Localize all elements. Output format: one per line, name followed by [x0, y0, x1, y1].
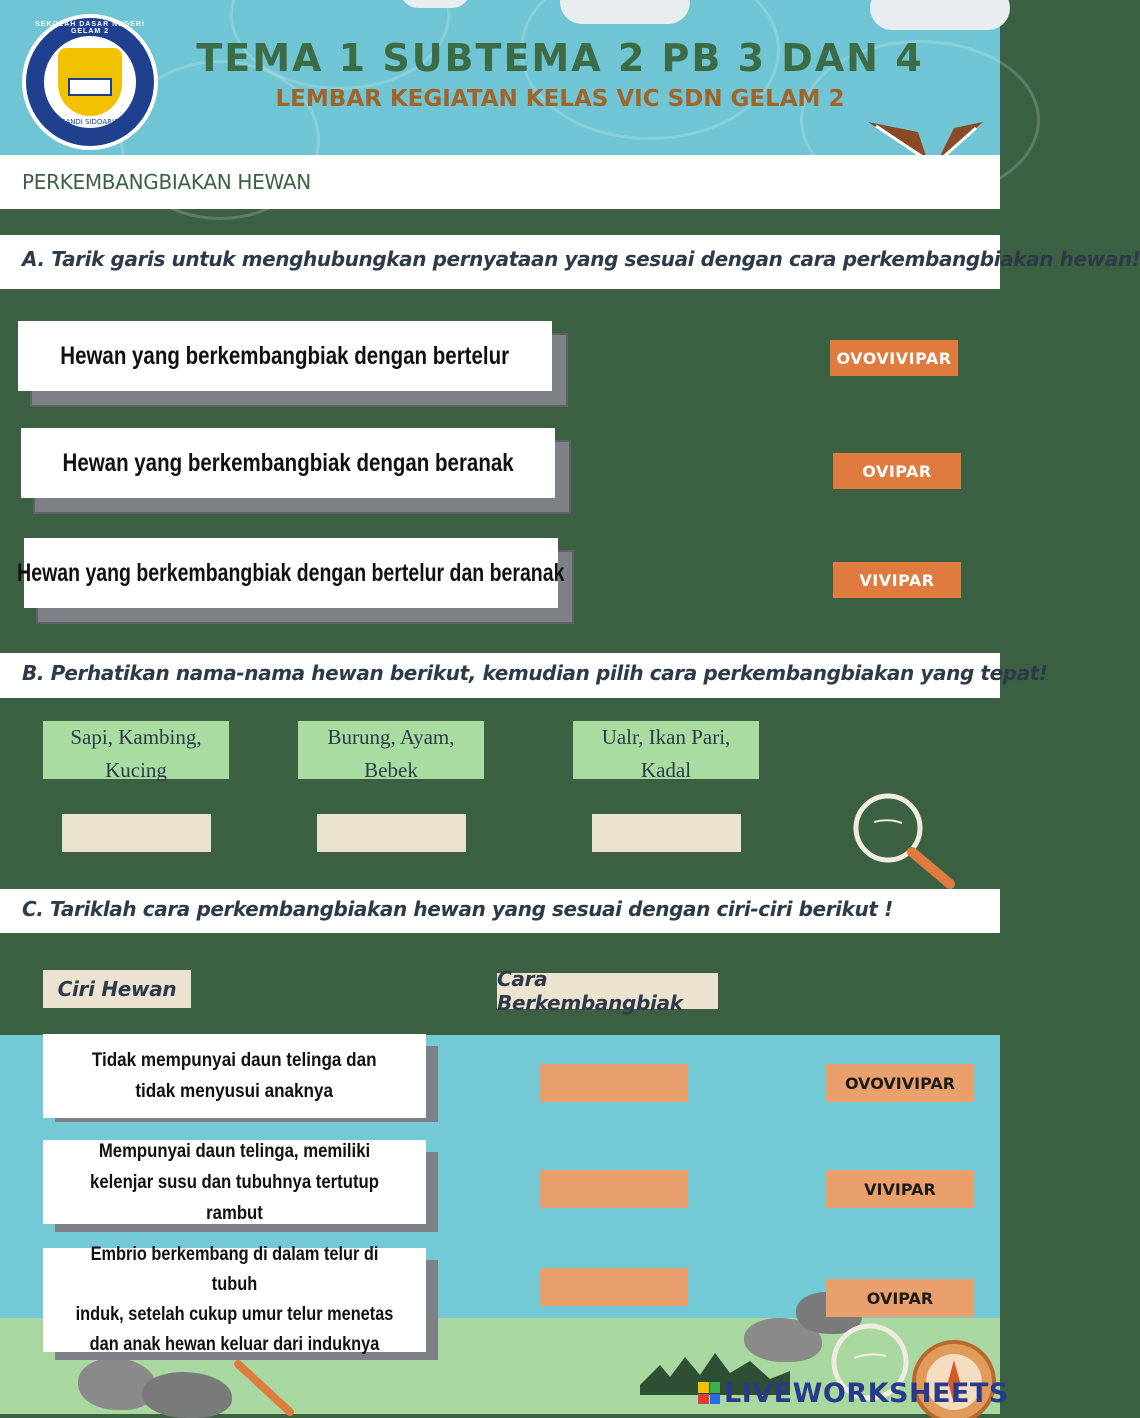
animal-group-3-line2: Kadal: [640, 758, 692, 782]
option-ovipar-a[interactable]: OVIPAR: [833, 453, 961, 489]
option-vivipar-a[interactable]: VIVIPAR: [833, 562, 961, 598]
animal-group-1-line1: Sapi, Kambing,: [70, 725, 202, 749]
drop-target-2[interactable]: [540, 1170, 688, 1208]
instruction-a: A. Tarik garis untuk menghubungkan pernyataan yang sesuai dengan cara perkembangbiakan hewan!: [22, 247, 1140, 271]
school-logo: [22, 14, 158, 150]
header-ciri-hewan: Ciri Hewan: [43, 970, 191, 1008]
animal-group-2: [298, 721, 484, 782]
answer-select-1[interactable]: [62, 814, 211, 852]
animal-group-3-line1: Ualr, Ikan Pari,: [601, 725, 731, 749]
topic-title: PERKEMBANGBIAKAN HEWAN: [22, 170, 311, 194]
answer-select-2[interactable]: [317, 814, 466, 852]
logo-inner: [44, 36, 136, 128]
page-title: TEMA 1 SUBTEMA 2 PB 3 DAN 4: [196, 36, 924, 80]
option-ovipar-c[interactable]: OVIPAR: [826, 1279, 974, 1317]
header-cara-berkembangbiak: Cara Berkembangbiak: [497, 973, 718, 1009]
cloud-decor: [560, 0, 690, 24]
cloud-decor: [870, 0, 1010, 30]
characteristic-text-2: Mempunyai daun telinga, memiliki kelenjar susu dan tubuhnya tertutup rambut: [90, 1140, 379, 1224]
statement-card-1[interactable]: [18, 321, 552, 391]
characteristic-card-3[interactable]: [43, 1244, 426, 1355]
option-ovovivipar-a[interactable]: OVOVIVIPAR: [830, 340, 958, 376]
option-ovovivipar-c[interactable]: OVOVIVIPAR: [826, 1064, 974, 1102]
characteristic-card-2[interactable]: [43, 1140, 426, 1224]
drop-target-3[interactable]: [540, 1268, 688, 1306]
book-icon: [68, 78, 112, 96]
drop-target-1[interactable]: [540, 1064, 688, 1102]
magnifier-handle-decor: [230, 1360, 310, 1414]
characteristic-text-3: Embrio berkembang di dalam telur di tubuh induk, setelah cukup umur telur menetas dan anak hewan keluar dari induknya: [75, 1244, 394, 1355]
statement-card-2[interactable]: [21, 428, 555, 498]
page-subtitle: LEMBAR KEGIATAN KELAS VIC SDN GELAM 2: [275, 86, 845, 112]
animal-group-2-line2: Bebek: [364, 758, 418, 782]
logo-shield: [58, 48, 122, 116]
liveworksheets-watermark[interactable]: LIVEWORKSHEETS: [724, 1378, 1009, 1409]
instruction-c: C. Tariklah cara perkembangbiakan hewan yang sesuai dengan ciri-ciri berikut !: [22, 897, 893, 921]
animal-group-1: [43, 721, 229, 782]
animal-group-2-line1: Burung, Ayam,: [327, 725, 455, 749]
answer-select-3[interactable]: [592, 814, 741, 852]
statement-text-1: Hewan yang berkembangbiak dengan bertelur: [60, 341, 510, 370]
animal-group-1-line2: Kucing: [105, 758, 167, 782]
animal-group-3: [573, 721, 759, 782]
statement-card-3[interactable]: [17, 538, 565, 608]
statement-text-3: Hewan yang berkembangbiak dengan bertelur dan beranak: [17, 558, 565, 587]
logo-ring-text: SEKOLAH DASAR NEGERI GELAM 2: [35, 21, 145, 35]
characteristic-card-1[interactable]: [43, 1034, 426, 1118]
logo-bottom-text: CANDI SIDOARJO: [60, 118, 120, 126]
statement-text-2: Hewan yang berkembangbiak dengan beranak: [62, 448, 514, 477]
instruction-b: B. Perhatikan nama-nama hewan berikut, kemudian pilih cara perkembangbiakan yang tepat!: [22, 661, 1048, 685]
characteristic-text-1: Tidak mempunyai daun telinga dan tidak menyusui anaknya: [92, 1050, 377, 1102]
magnifier-icon: [850, 790, 962, 890]
liveworksheets-icon: [698, 1382, 720, 1404]
option-vivipar-c[interactable]: VIVIPAR: [826, 1170, 974, 1208]
